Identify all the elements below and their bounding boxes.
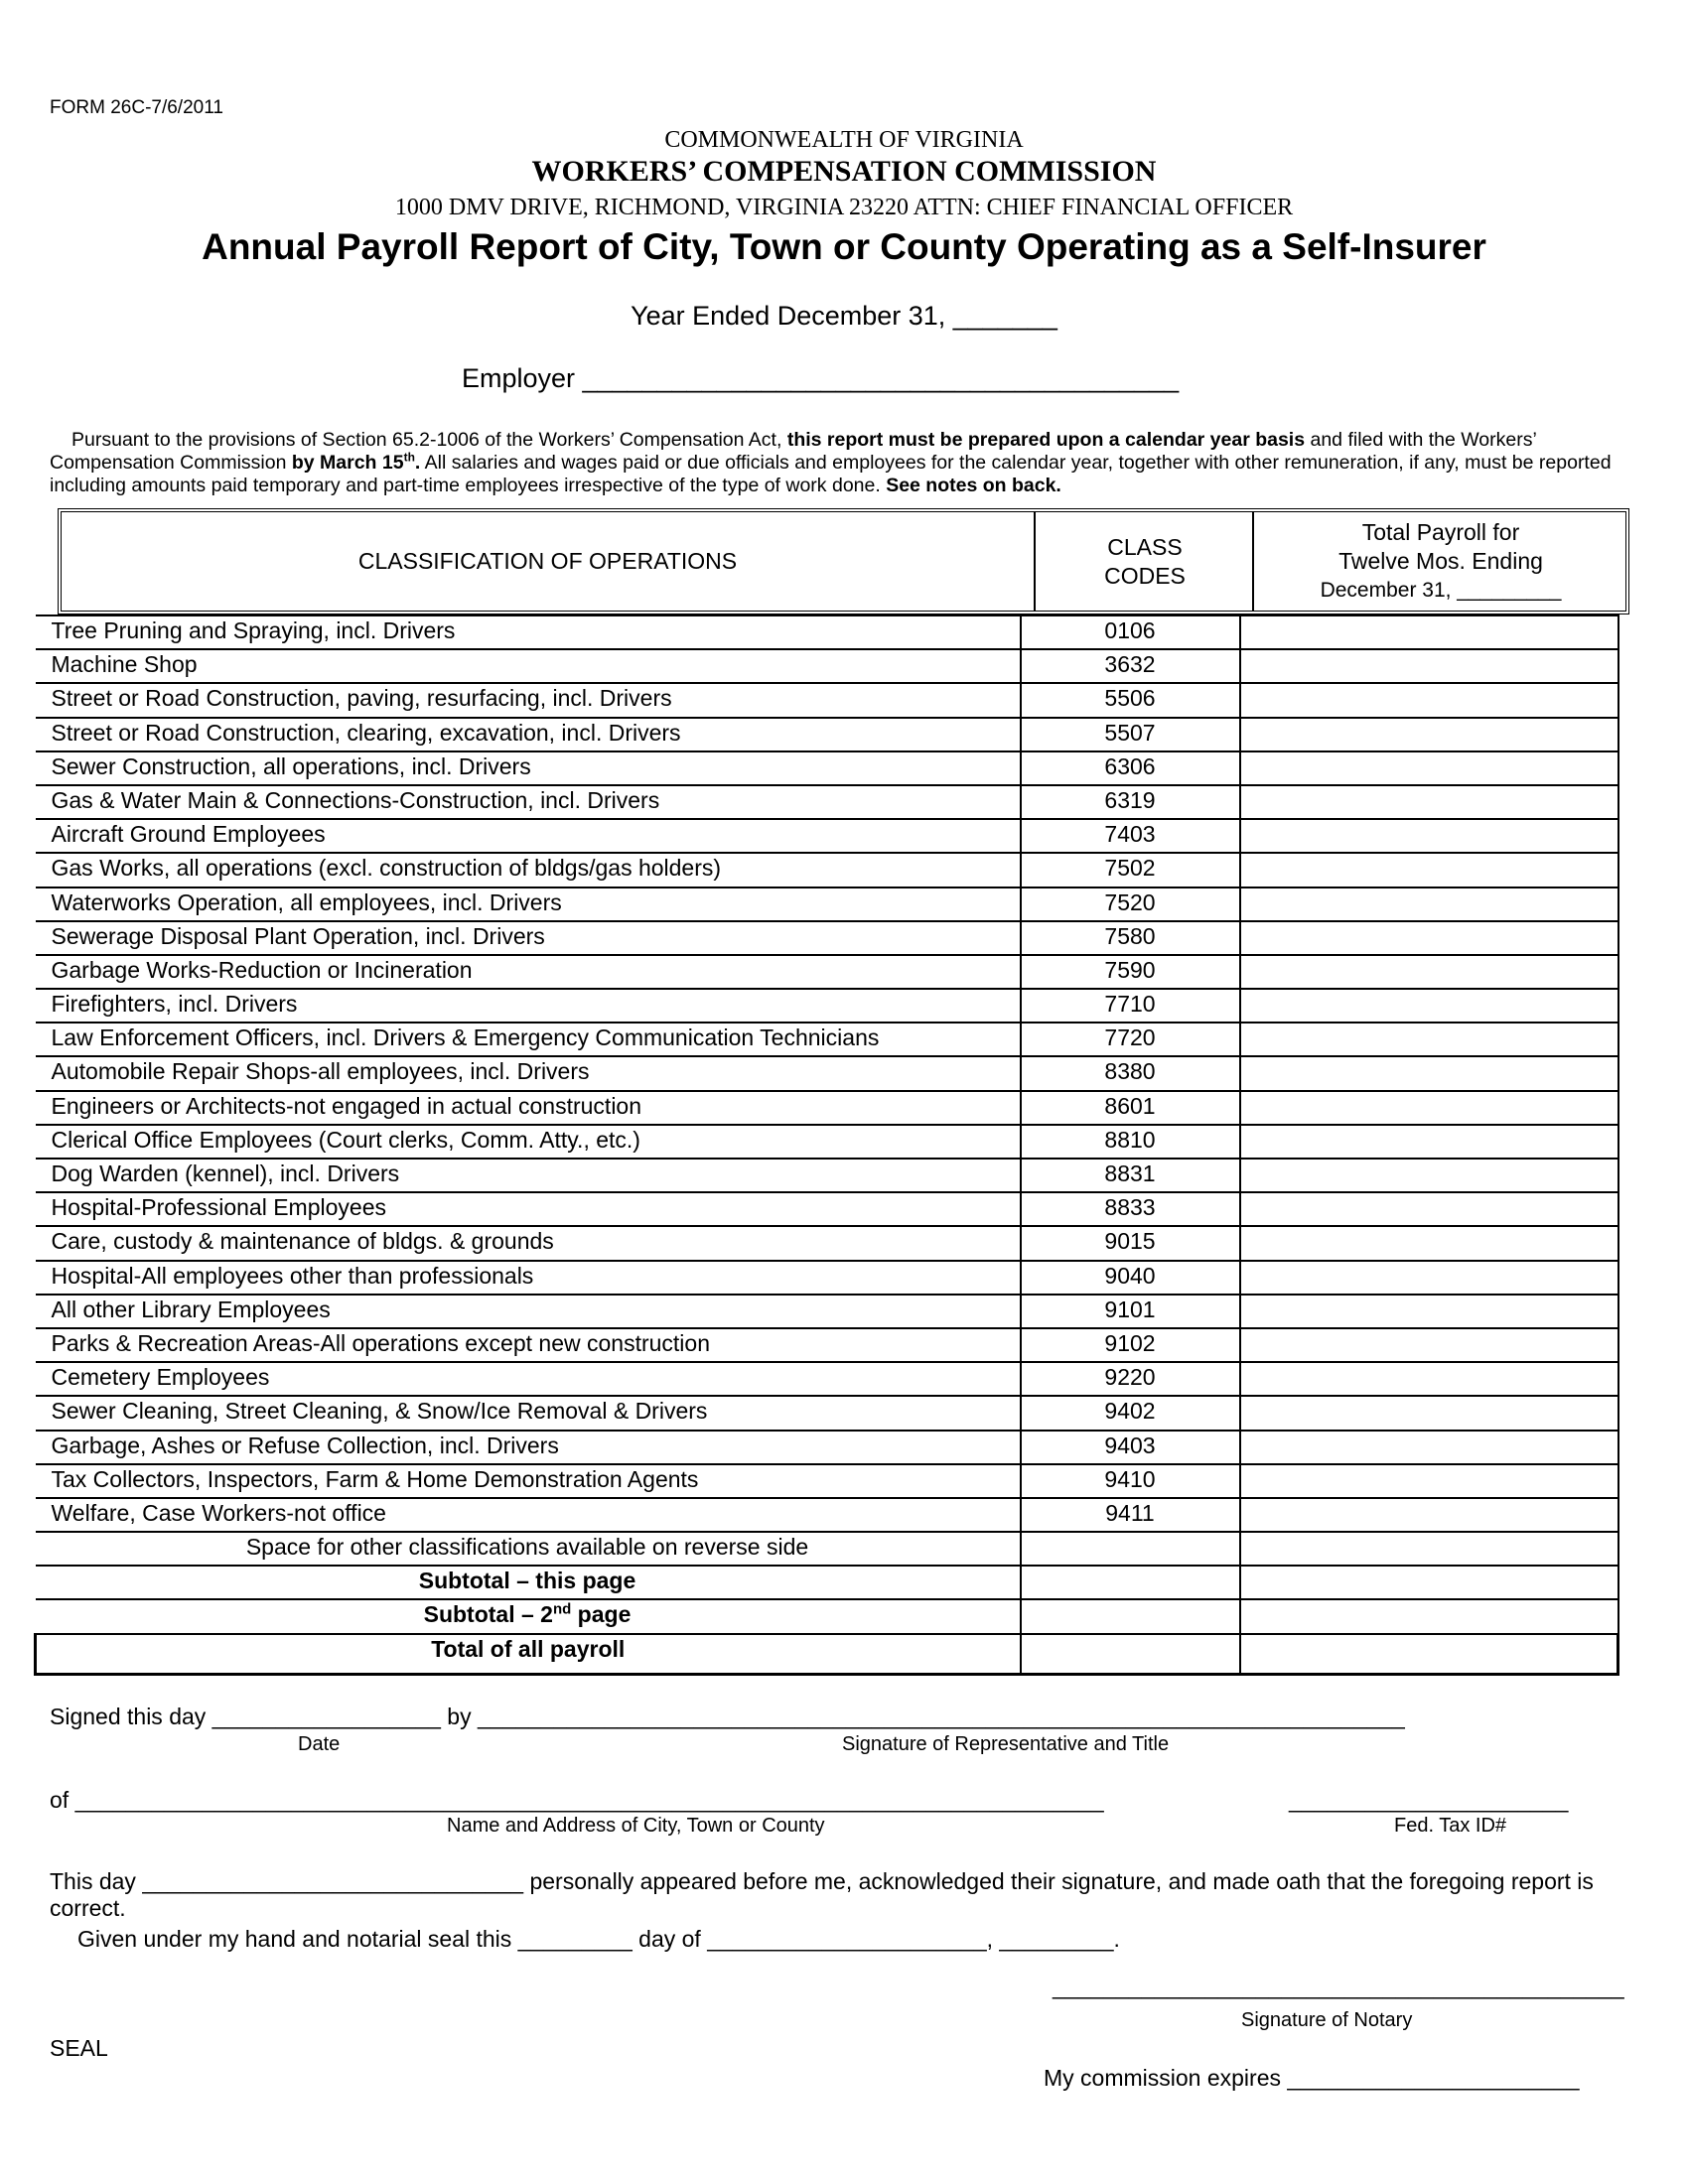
classification-cell: Aircraft Ground Employees [36, 819, 1021, 853]
classification-cell: Sewer Cleaning, Street Cleaning, & Snow/Ice Removal & Drivers [36, 1396, 1021, 1430]
representative-label: Signature of Representative and Title [842, 1733, 1170, 1755]
class-code-cell: 8831 [1021, 1159, 1240, 1192]
class-code-cell: 7710 [1021, 989, 1240, 1023]
class-code-cell: 6319 [1021, 785, 1240, 819]
table-row [36, 955, 1618, 989]
classification-cell: Cemetery Employees [36, 1362, 1021, 1396]
classification-cell: Firefighters, incl. Drivers [36, 989, 1021, 1023]
notary-signature-field[interactable]: _____________________________________________ [1053, 1974, 1624, 1999]
seal-label: SEAL [50, 2035, 108, 2061]
payroll-input-cell[interactable] [1240, 615, 1618, 649]
table-row [36, 1431, 1618, 1464]
class-code-cell: 3632 [1021, 649, 1240, 683]
table-row [36, 1362, 1618, 1396]
subtotal-this-page-row [36, 1566, 1618, 1599]
table-row [36, 1125, 1618, 1159]
subtotal-2nd-page-row-payroll-cell[interactable] [1240, 1599, 1618, 1633]
class-code-cell: 8601 [1021, 1091, 1240, 1125]
class-code-cell: 9403 [1021, 1431, 1240, 1464]
class-code-cell: 6306 [1021, 751, 1240, 785]
classification-cell: Automobile Repair Shops-all employees, incl. Drivers [36, 1056, 1021, 1090]
fed-tax-id-label: Fed. Tax ID# [1394, 1815, 1507, 1837]
payroll-input-cell[interactable] [1240, 819, 1618, 853]
subtotal-this-page-row-label: Subtotal – this page [36, 1566, 1021, 1599]
class-code-cell: 5506 [1021, 683, 1240, 717]
table-row [36, 1159, 1618, 1192]
payroll-input-cell[interactable] [1240, 649, 1618, 683]
class-code-cell: 5507 [1021, 718, 1240, 751]
table-row [36, 989, 1618, 1023]
col-total-payroll-header: Total Payroll for Twelve Mos. Ending December 31, _________ [1252, 512, 1627, 611]
table-row [36, 683, 1618, 717]
classification-cell: Street or Road Construction, clearing, excavation, incl. Drivers [36, 718, 1021, 751]
signed-line[interactable]: Signed this day __________________ by _________________________________________________________________________ [50, 1704, 1405, 1729]
class-code-cell: 7590 [1021, 955, 1240, 989]
classification-cell: Garbage Works-Reduction or Incineration [36, 955, 1021, 989]
payroll-input-cell[interactable] [1240, 1226, 1618, 1260]
payroll-input-cell[interactable] [1240, 1431, 1618, 1464]
payroll-input-cell[interactable] [1240, 1125, 1618, 1159]
classification-cell: Care, custody & maintenance of bldgs. & grounds [36, 1226, 1021, 1260]
class-code-cell: 8833 [1021, 1192, 1240, 1226]
table-row [36, 1396, 1618, 1430]
class-code-cell: 9220 [1021, 1362, 1240, 1396]
table-row [36, 751, 1618, 785]
classification-cell: Street or Road Construction, paving, resurfacing, incl. Drivers [36, 683, 1021, 717]
payroll-input-cell[interactable] [1240, 1091, 1618, 1125]
class-code-cell: 9015 [1021, 1226, 1240, 1260]
table-row [36, 887, 1618, 921]
classification-cell: Engineers or Architects-not engaged in actual construction [36, 1091, 1021, 1125]
class-code-cell: 7502 [1021, 853, 1240, 887]
fed-tax-id-field[interactable]: ______________________ [1289, 1787, 1569, 1813]
payroll-input-cell[interactable] [1240, 1362, 1618, 1396]
table-row [36, 1328, 1618, 1362]
other-classifications-row-label: Space for other classifications available on reverse side [36, 1532, 1021, 1566]
payroll-input-cell[interactable] [1240, 1056, 1618, 1090]
payroll-input-cell[interactable] [1240, 1159, 1618, 1192]
table-row [36, 785, 1618, 819]
classification-cell: Sewerage Disposal Plant Operation, incl. Drivers [36, 921, 1021, 955]
table-row [36, 1056, 1618, 1090]
classification-cell: Parks & Recreation Areas-All operations except new construction [36, 1328, 1021, 1362]
payroll-input-cell[interactable] [1240, 853, 1618, 887]
classification-cell: Clerical Office Employees (Court clerks, Comm. Atty., etc.) [36, 1125, 1021, 1159]
payroll-input-cell[interactable] [1240, 683, 1618, 717]
subtotal-2nd-page-row [36, 1599, 1618, 1633]
class-code-cell: 7580 [1021, 921, 1240, 955]
payroll-input-cell[interactable] [1240, 1396, 1618, 1430]
intro-paragraph: Pursuant to the provisions of Section 65.2-1006 of the Workers’ Compensation Act, this report must be prepared upon a calendar year basis and filed with the Workers’ Compensation Commission by March 15th. All salaries and wages paid or due officials and employees for the calendar year, together with other remuneration, if any, must be reported including amounts paid temporary and part-time employees irrespective of the type of work done. See notes on back. [50, 429, 1612, 496]
table-row [36, 615, 1618, 649]
payroll-input-cell[interactable] [1240, 921, 1618, 955]
subtotal-this-page-row-payroll-cell[interactable] [1240, 1566, 1618, 1599]
class-code-cell: 0106 [1021, 615, 1240, 649]
classification-cell: Tree Pruning and Spraying, incl. Drivers [36, 615, 1021, 649]
payroll-input-cell[interactable] [1240, 887, 1618, 921]
table-row [36, 1023, 1618, 1056]
class-code-cell: 8810 [1021, 1125, 1240, 1159]
table-row [36, 1261, 1618, 1295]
subtotal-2nd-page-row-code-cell[interactable] [1021, 1599, 1240, 1633]
payroll-input-cell[interactable] [1240, 1328, 1618, 1362]
class-code-cell: 9040 [1021, 1261, 1240, 1295]
class-code-cell: 9102 [1021, 1328, 1240, 1362]
table-row [36, 649, 1618, 683]
payroll-input-cell[interactable] [1240, 751, 1618, 785]
class-code-cell: 9411 [1021, 1498, 1240, 1532]
table-row [36, 1226, 1618, 1260]
payroll-input-cell[interactable] [1240, 989, 1618, 1023]
class-code-cell: 7720 [1021, 1023, 1240, 1056]
table-row [36, 718, 1618, 751]
table-row [36, 853, 1618, 887]
table-row [36, 1295, 1618, 1328]
class-code-cell: 8380 [1021, 1056, 1240, 1090]
class-code-cell: 7403 [1021, 819, 1240, 853]
total-payroll-row-payroll-cell[interactable] [1240, 1634, 1618, 1675]
subtotal-this-page-row-code-cell[interactable] [1021, 1566, 1240, 1599]
table-row [36, 921, 1618, 955]
payroll-input-cell[interactable] [1240, 718, 1618, 751]
classification-cell: All other Library Employees [36, 1295, 1021, 1328]
classification-cell: Hospital-All employees other than professionals [36, 1261, 1021, 1295]
page-title: Annual Payroll Report of City, Town or County Operating as a Self-Insurer [202, 226, 1486, 267]
form-id: FORM 26C-7/6/2011 [50, 97, 223, 118]
class-code-cell: 9101 [1021, 1295, 1240, 1328]
table-row [36, 1192, 1618, 1226]
payroll-input-cell[interactable] [1240, 955, 1618, 989]
classification-cell: Gas Works, all operations (excl. construction of bldgs/gas holders) [36, 853, 1021, 887]
other-classifications-row-code-cell[interactable] [1021, 1532, 1240, 1566]
payroll-input-cell[interactable] [1240, 785, 1618, 819]
total-payroll-row-code-cell[interactable] [1021, 1634, 1240, 1675]
table-row [36, 819, 1618, 853]
notary-signature-label: Signature of Notary [1241, 2009, 1413, 2031]
table-row [36, 1464, 1618, 1498]
table-row [36, 1498, 1618, 1532]
col-class-codes-header: CLASS CODES [1034, 512, 1254, 611]
commission-expires-field[interactable]: My commission expires _______________________ [1044, 2065, 1580, 2091]
classification-cell: Dog Warden (kennel), incl. Drivers [36, 1159, 1021, 1192]
table-header [58, 508, 1629, 614]
class-code-cell: 9402 [1021, 1396, 1240, 1430]
class-code-cell: 7520 [1021, 887, 1240, 921]
payroll-input-cell[interactable] [1240, 1498, 1618, 1532]
table-row [36, 1091, 1618, 1125]
classification-cell: Machine Shop [36, 649, 1021, 683]
classification-cell: Sewer Construction, all operations, incl. Drivers [36, 751, 1021, 785]
classification-cell: Gas & Water Main & Connections-Construction, incl. Drivers [36, 785, 1021, 819]
classification-cell: Hospital-Professional Employees [36, 1192, 1021, 1226]
classification-cell: Law Enforcement Officers, incl. Drivers & Emergency Communication Technicians [36, 1023, 1021, 1056]
header-commonwealth: COMMONWEALTH OF VIRGINIA [664, 127, 1024, 153]
subtotal-2nd-page-row-label: Subtotal – 2nd page [36, 1599, 1021, 1633]
classification-cell: Waterworks Operation, all employees, incl. Drivers [36, 887, 1021, 921]
payroll-input-cell[interactable] [1240, 1464, 1618, 1498]
of-line[interactable]: of _________________________________________________________________________________ [50, 1787, 1104, 1813]
class-code-cell: 9410 [1021, 1464, 1240, 1498]
total-payroll-row-label: Total of all payroll [36, 1634, 1021, 1675]
header-commission: WORKERS’ COMPENSATION COMMISSION [531, 155, 1157, 188]
employer-field[interactable]: Employer ________________________________________ [462, 363, 1180, 393]
other-classifications-row [36, 1532, 1618, 1566]
name-address-label: Name and Address of City, Town or County [447, 1815, 825, 1837]
other-classifications-row-payroll-cell[interactable] [1240, 1532, 1618, 1566]
classification-cell: Tax Collectors, Inspectors, Farm & Home Demonstration Agents [36, 1464, 1021, 1498]
this-day-paragraph[interactable]: This day ______________________________ personally appeared before me, acknowledged their signature, and made oath that the foregoing report is correct. [50, 1868, 1594, 1921]
date-label: Date [298, 1733, 341, 1755]
header-address: 1000 DMV DRIVE, RICHMOND, VIRGINIA 23220 ATTN: CHIEF FINANCIAL OFFICER [394, 195, 1294, 220]
classification-cell: Garbage, Ashes or Refuse Collection, incl. Drivers [36, 1431, 1021, 1464]
year-ended-field[interactable]: Year Ended December 31, _______ [631, 301, 1057, 331]
notarial-seal-line[interactable]: Given under my hand and notarial seal this _________ day of ______________________, _________. [77, 1926, 1120, 1952]
payroll-input-cell[interactable] [1240, 1295, 1618, 1328]
payroll-input-cell[interactable] [1240, 1192, 1618, 1226]
col-classification-header: CLASSIFICATION OF OPERATIONS [357, 548, 738, 574]
payroll-input-cell[interactable] [1240, 1023, 1618, 1056]
payroll-table [34, 614, 1619, 1676]
total-payroll-row [36, 1634, 1618, 1675]
payroll-input-cell[interactable] [1240, 1261, 1618, 1295]
classification-cell: Welfare, Case Workers-not office [36, 1498, 1021, 1532]
